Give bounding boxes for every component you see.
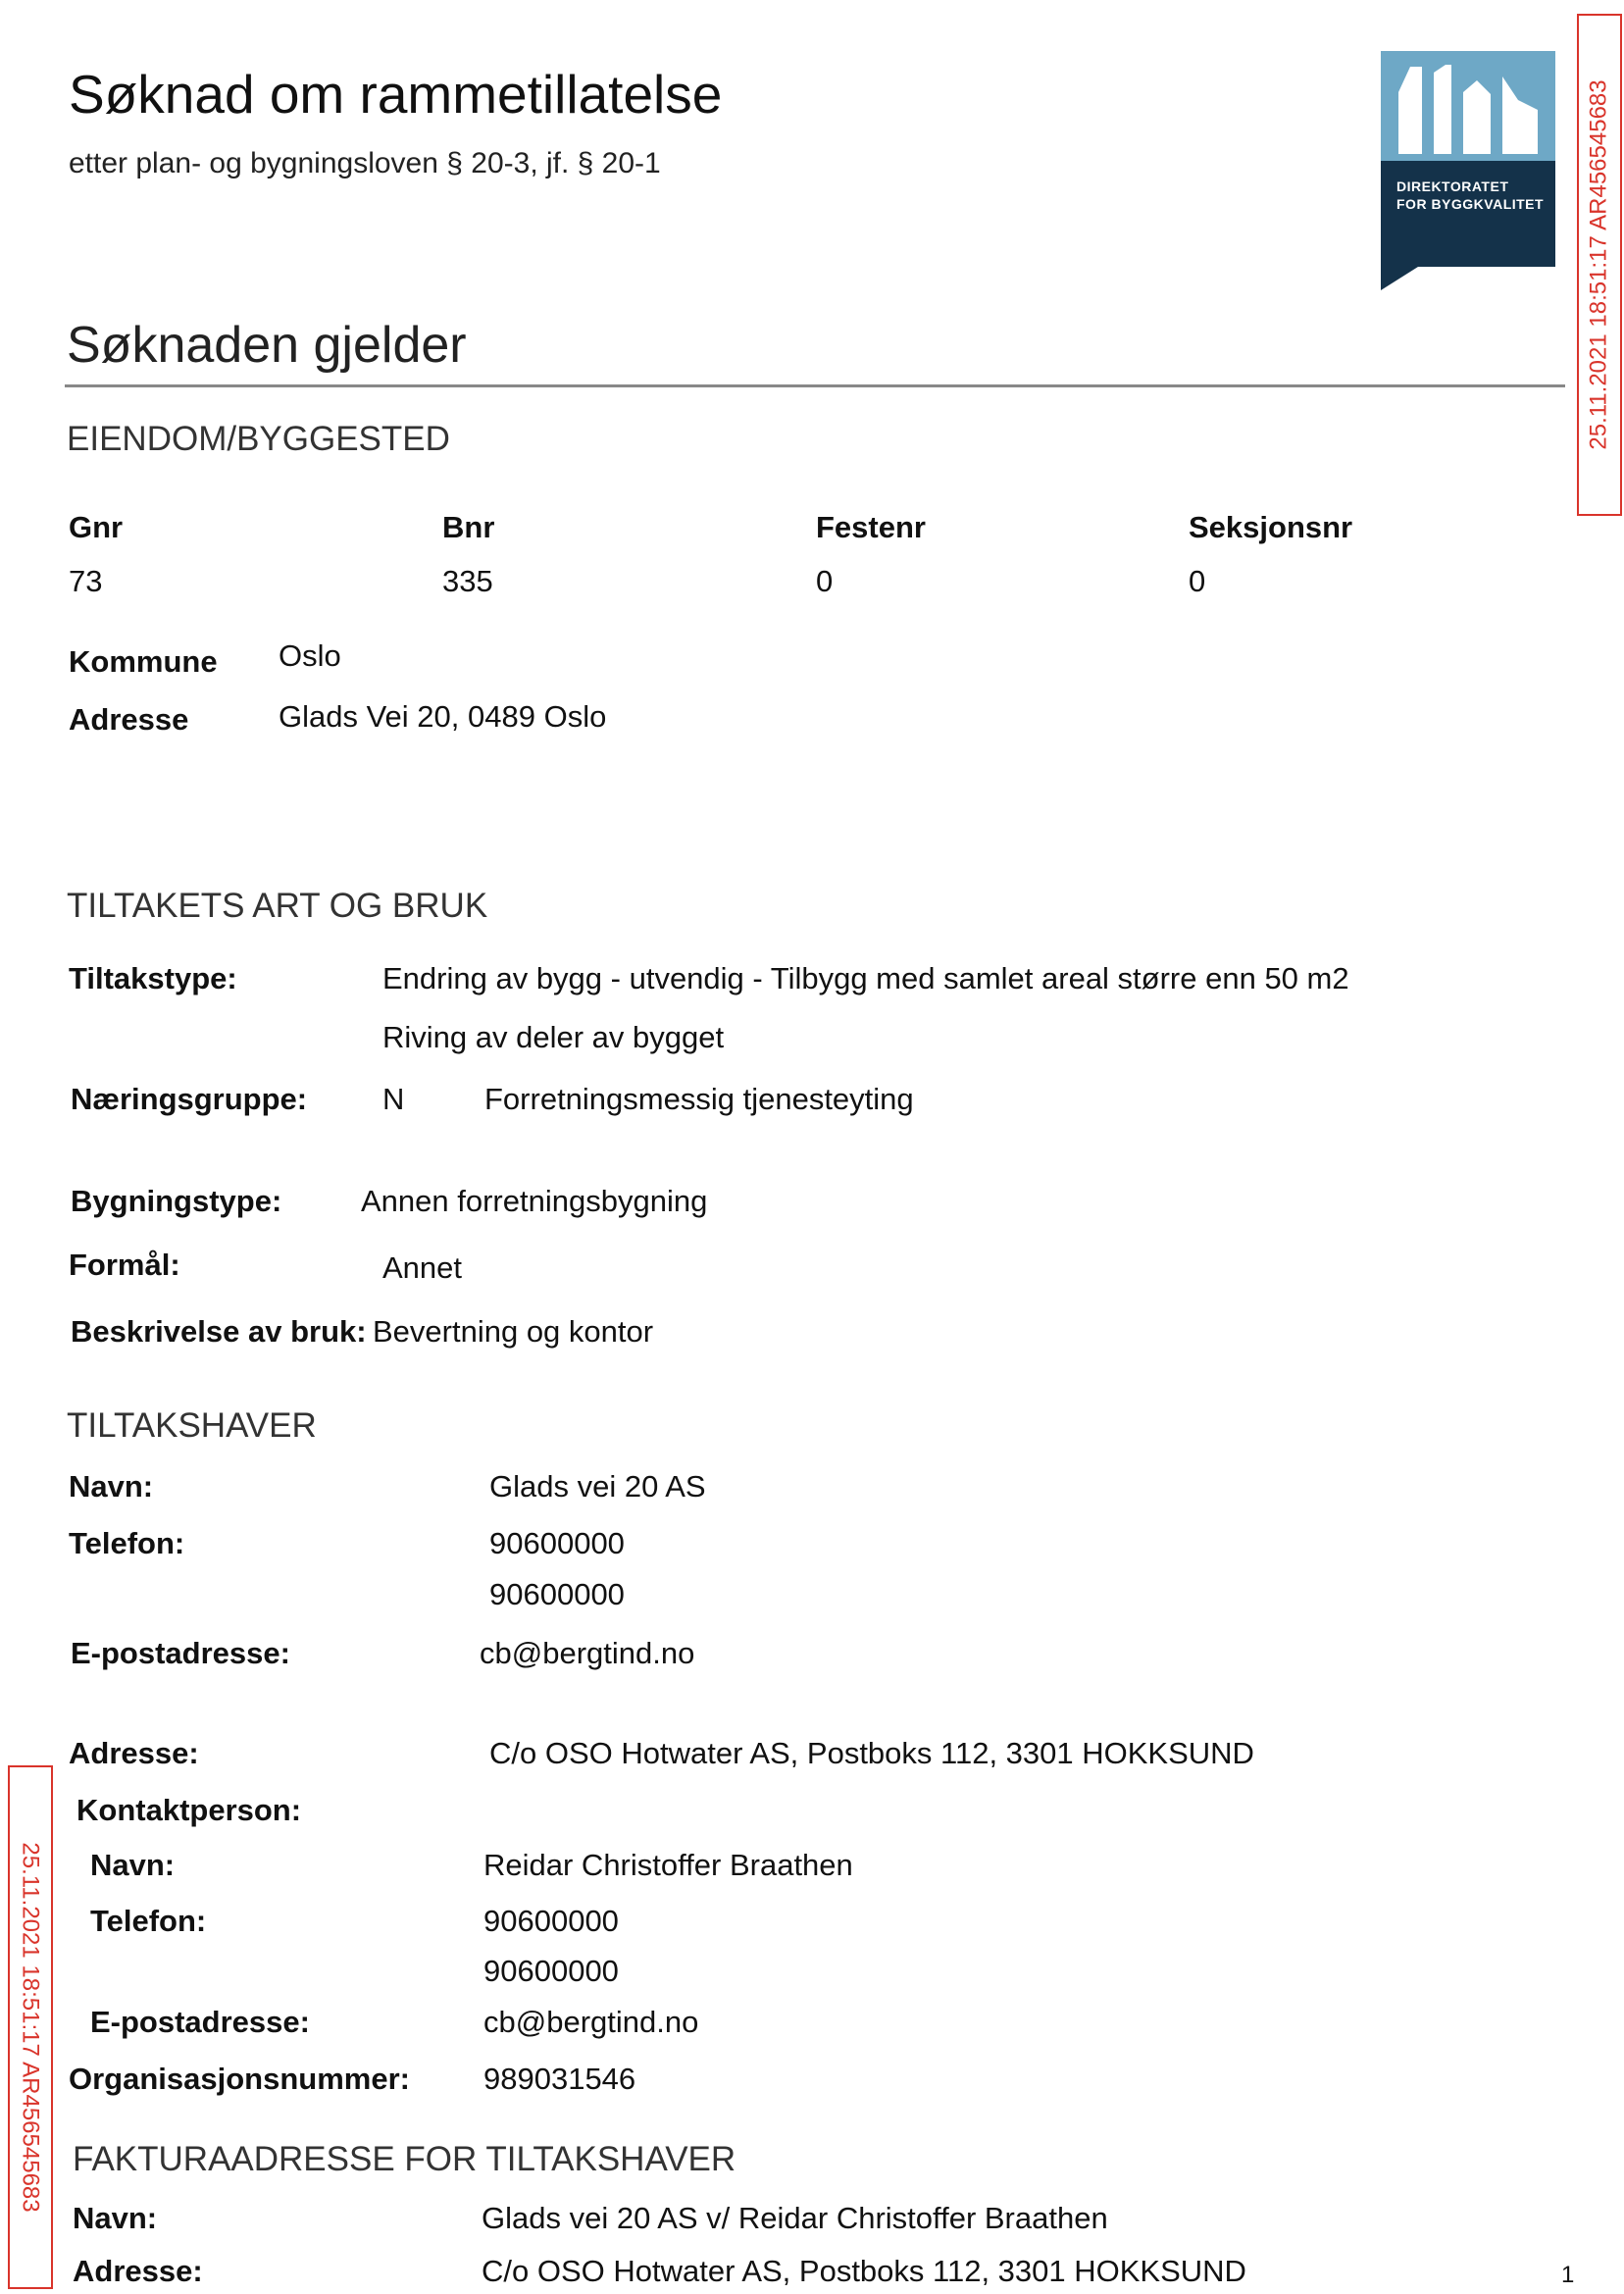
kontaktperson-navn-label: Navn: xyxy=(90,1848,176,1882)
kontaktperson-navn-value: Reidar Christoffer Braathen xyxy=(483,1848,853,1882)
page-number: 1 xyxy=(1561,2262,1575,2288)
faktura-adresse-value: C/o OSO Hotwater AS, Postboks 112, 3301 HOKKSUND xyxy=(482,2254,1246,2288)
tiltakstype-label: Tiltakstype: xyxy=(69,961,237,995)
epost-value: cb@bergtind.no xyxy=(480,1636,695,1670)
kontaktperson-label: Kontaktperson: xyxy=(76,1793,302,1827)
orgnr-label: Organisasjonsnummer: xyxy=(69,2062,410,2096)
adresse-label: Adresse xyxy=(69,702,189,737)
beskrivelse-label: Beskrivelse av bruk: xyxy=(71,1314,367,1349)
kontaktperson-telefon-label: Telefon: xyxy=(90,1904,207,1938)
faktura-navn-label: Navn: xyxy=(73,2201,158,2235)
telefon-value-1: 90600000 xyxy=(489,1526,625,1560)
logo-building-graphic xyxy=(1381,51,1555,161)
bygningstype-value: Annen forretningsbygning xyxy=(361,1184,708,1218)
telefon-value-2: 90600000 xyxy=(489,1577,625,1611)
timestamp-stamp-right xyxy=(1577,14,1622,516)
stamp-text: 25.11.2021 18:51:17 AR456545683 xyxy=(18,1842,44,2213)
document-title: Søknad om rammetillatelse xyxy=(69,64,723,125)
logo-text-block xyxy=(1381,161,1555,267)
timestamp-stamp-left xyxy=(8,1765,53,2289)
eiendom-heading: EIENDOM/BYGGESTED xyxy=(67,420,450,458)
seksjonsnr-label: Seksjonsnr xyxy=(1189,510,1353,544)
kommune-label: Kommune xyxy=(69,644,218,679)
telefon-label: Telefon: xyxy=(69,1526,185,1560)
kontaktperson-telefon-value-1: 90600000 xyxy=(483,1904,619,1938)
tiltakstype-value-1: Endring av bygg - utvendig - Tilbygg med samlet areal større enn 50 m2 xyxy=(382,961,1349,995)
formaal-label: Formål: xyxy=(69,1248,180,1282)
festenr-label: Festenr xyxy=(816,510,926,544)
faktura-adresse-label: Adresse: xyxy=(73,2254,203,2288)
formaal-value: Annet xyxy=(382,1250,463,1285)
tiltakshaver-heading: TILTAKSHAVER xyxy=(67,1406,317,1445)
tiltakshaver-adresse-label: Adresse: xyxy=(69,1736,199,1770)
naeringsgruppe-code: N xyxy=(382,1082,405,1116)
bygningstype-label: Bygningstype: xyxy=(71,1184,282,1218)
dibk-logo xyxy=(1381,51,1555,241)
navn-value: Glads vei 20 AS xyxy=(489,1469,706,1504)
faktura-navn-value: Glads vei 20 AS v/ Reidar Christoffer Braathen xyxy=(482,2201,1108,2235)
faktura-heading: FAKTURAADRESSE FOR TILTAKSHAVER xyxy=(73,2140,736,2178)
kontaktperson-epost-label: E-postadresse: xyxy=(90,2005,310,2039)
gnr-value: 73 xyxy=(69,564,103,598)
naeringsgruppe-value: Forretningsmessig tjenesteyting xyxy=(484,1082,914,1116)
document-subtitle: etter plan- og bygningsloven § 20-3, jf. § 20-1 xyxy=(69,147,661,179)
naeringsgruppe-label: Næringsgruppe: xyxy=(71,1082,308,1116)
kontaktperson-telefon-value-2: 90600000 xyxy=(483,1954,619,1988)
bnr-value: 335 xyxy=(442,564,493,598)
beskrivelse-value: Bevertning og kontor xyxy=(373,1314,654,1349)
section-divider xyxy=(65,384,1565,387)
stamp-text: 25.11.2021 18:51:17 AR456545683 xyxy=(1586,79,1612,450)
bnr-label: Bnr xyxy=(442,510,495,544)
tiltakstype-value-2: Riving av deler av bygget xyxy=(382,1020,725,1054)
gnr-label: Gnr xyxy=(69,510,124,544)
orgnr-value: 989031546 xyxy=(483,2062,636,2096)
festenr-value: 0 xyxy=(816,564,834,598)
section-title: Søknaden gjelder xyxy=(67,317,467,374)
kommune-value: Oslo xyxy=(279,638,341,673)
seksjonsnr-value: 0 xyxy=(1189,564,1206,598)
navn-label: Navn: xyxy=(69,1469,154,1504)
logo-line-2: FOR BYGGKVALITET xyxy=(1396,196,1545,212)
tiltakshaver-adresse-value: C/o OSO Hotwater AS, Postboks 112, 3301 HOKKSUND xyxy=(489,1736,1254,1770)
kontaktperson-epost-value: cb@bergtind.no xyxy=(483,2005,699,2039)
adresse-value: Glads Vei 20, 0489 Oslo xyxy=(279,699,607,734)
logo-line-1: DIREKTORATET xyxy=(1396,178,1509,194)
tiltak-heading: TILTAKETS ART OG BRUK xyxy=(67,887,488,925)
epost-label: E-postadresse: xyxy=(71,1636,290,1670)
